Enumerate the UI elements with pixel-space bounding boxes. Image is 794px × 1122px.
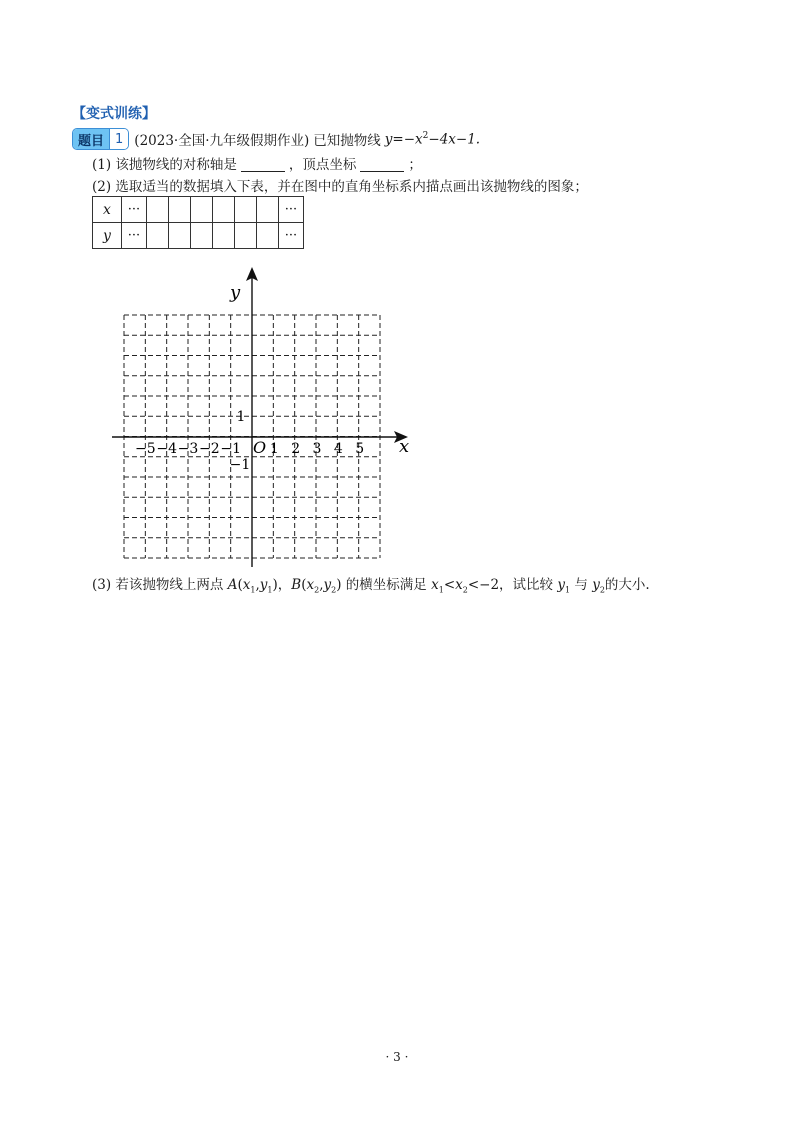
table-row <box>93 197 304 223</box>
problem-badge <box>72 128 129 150</box>
question-2: (2) 选取适当的数据填入下表，并在图中的直角坐标系内描点画出该抛物线的图象； <box>92 179 588 195</box>
table-cell[interactable] <box>213 223 235 249</box>
table-cell[interactable] <box>213 197 235 223</box>
coordinate-grid <box>100 262 420 567</box>
y-tick-label: −1 <box>229 457 251 473</box>
table-cell[interactable] <box>235 197 257 223</box>
x-tick-label: 3 <box>312 441 322 457</box>
question-1: (1) 该抛物线的对称轴是 ，顶点坐标 ； <box>92 157 422 173</box>
table-cell[interactable] <box>257 197 279 223</box>
table-cell[interactable] <box>169 197 191 223</box>
table-cell-ellipsis: ··· <box>122 223 147 249</box>
question-3: (3) 若该抛物线上两点 $A(x_1,y_1)$，$B(x_2,y_2)$ 的横坐标满足 $x_1<x_2<-2$，试比较 $y_1$ 与 $y_2$的大小. <box>92 577 650 595</box>
problem-intro: 已知抛物线 <box>313 133 381 149</box>
x-axis-label: x <box>399 436 410 457</box>
x-tick-labels <box>135 441 364 457</box>
table-cell-ellipsis: ··· <box>279 223 304 249</box>
section-title: 【变式训练】 <box>72 106 156 122</box>
y-tick-label: 1 <box>236 409 246 425</box>
table-cell[interactable] <box>191 223 213 249</box>
table-cell-ellipsis: ··· <box>279 197 304 223</box>
x-tick-label: 1 <box>269 441 279 457</box>
answer-blank-vertex[interactable] <box>360 157 404 172</box>
problem-equation: $y=-x^2-4x-1$. <box>384 130 481 148</box>
table-cell[interactable] <box>257 223 279 249</box>
x-tick-label: −3 <box>177 441 199 457</box>
table-cell[interactable] <box>147 197 169 223</box>
page-number: · 3 · <box>385 1050 409 1064</box>
badge-label: 题目 <box>73 129 109 149</box>
table-cell[interactable] <box>169 223 191 249</box>
table-row-label: y <box>93 223 122 249</box>
table-row <box>93 223 304 249</box>
origin-label: O <box>253 438 267 457</box>
table-cell-ellipsis: ··· <box>122 197 147 223</box>
table-cell[interactable] <box>235 223 257 249</box>
value-table <box>92 196 304 249</box>
x-tick-label: 2 <box>291 441 301 457</box>
badge-number: 1 <box>109 129 128 149</box>
problem-header <box>72 128 480 150</box>
y-axis-label: y <box>230 282 241 303</box>
answer-blank-axis[interactable] <box>241 157 285 172</box>
problem-source: (2023·全国·九年级假期作业) <box>134 133 310 149</box>
table-cell[interactable] <box>147 223 169 249</box>
x-tick-label: −1 <box>220 441 241 457</box>
x-tick-label: −4 <box>156 441 177 457</box>
x-tick-label: −5 <box>135 441 156 457</box>
table-row-label: x <box>93 197 122 223</box>
x-tick-label: 4 <box>333 441 343 457</box>
x-tick-label: 5 <box>355 441 365 457</box>
x-tick-label: −2 <box>199 441 220 457</box>
table-cell[interactable] <box>191 197 213 223</box>
